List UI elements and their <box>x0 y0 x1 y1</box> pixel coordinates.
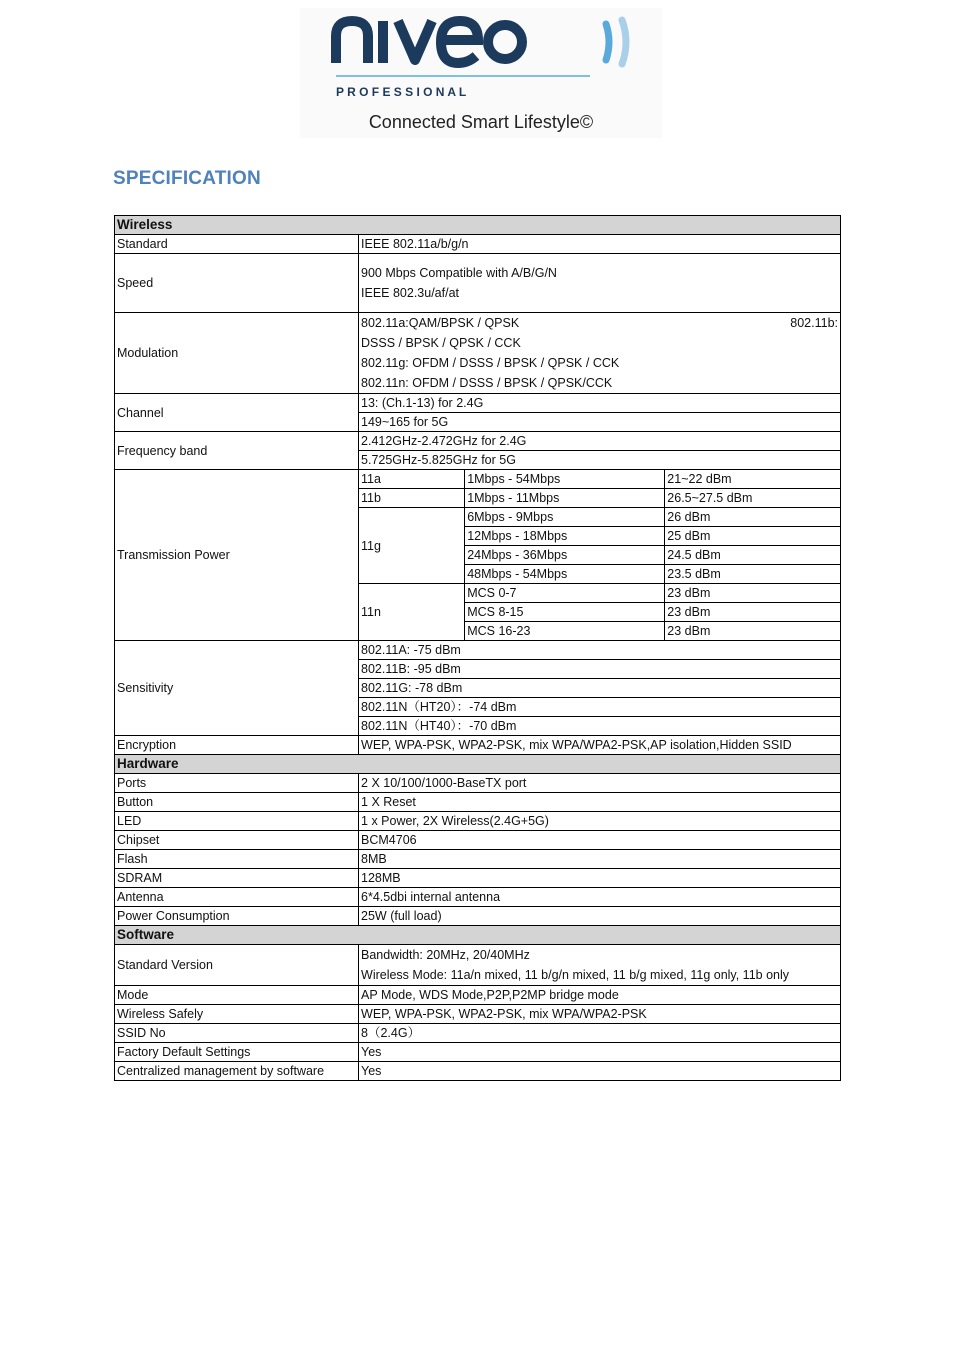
spec-label: Power Consumption <box>115 907 359 926</box>
spec-value: 13: (Ch.1-13) for 2.4G <box>359 394 841 413</box>
spec-value: 1 x Power, 2X Wireless(2.4G+5G) <box>359 812 841 831</box>
tx-power: 26 dBm <box>665 508 841 527</box>
speed-line: IEEE 802.3u/af/at <box>361 286 460 300</box>
spec-value: 128MB <box>359 869 841 888</box>
spec-value: 802.11B: -95 dBm <box>359 660 841 679</box>
section-header-hardware: Hardware <box>115 755 841 774</box>
spec-label: Ports <box>115 774 359 793</box>
logo-subbrand: P R O F E S S I O N A L <box>336 85 467 99</box>
tx-rate: 12Mbps - 18Mbps <box>465 527 665 546</box>
tagline: Connected Smart Lifestyle© <box>368 112 594 132</box>
table-row <box>115 869 841 888</box>
tx-rate: 24Mbps - 36Mbps <box>465 546 665 565</box>
table-row <box>115 1005 841 1024</box>
spec-value: 802.11A: -75 dBm <box>359 641 841 660</box>
table-row <box>115 641 841 660</box>
tx-rate: 6Mbps - 9Mbps <box>465 508 665 527</box>
spec-label: Standard <box>115 235 359 254</box>
table-row <box>115 850 841 869</box>
modulation-text: 802.11a:QAM/BPSK / QPSK <box>361 316 520 330</box>
spec-value <box>359 313 841 394</box>
table-row <box>115 888 841 907</box>
tx-power: 23 dBm <box>665 622 841 641</box>
tx-power: 23 dBm <box>665 603 841 622</box>
standard-version-line: Wireless Mode: 11a/n mixed, 11 b/g/n mixed, 11 b/g mixed, 11g only, 11b only <box>361 968 790 982</box>
spec-value: 149~165 for 5G <box>359 413 841 432</box>
spec-label: Channel <box>115 394 359 432</box>
spec-label: Speed <box>115 254 359 313</box>
tx-mode: 11g <box>359 508 465 584</box>
spec-value: 802.11N（HT40）：-70 dBm <box>359 717 841 736</box>
tx-rate: MCS 0-7 <box>465 584 665 603</box>
spec-value <box>359 254 841 313</box>
spec-label: Wireless Safely <box>115 1005 359 1024</box>
spec-value: 8（2.4G） <box>359 1024 841 1043</box>
table-row <box>115 774 841 793</box>
table-row <box>115 1062 841 1081</box>
spec-value: Yes <box>359 1062 841 1081</box>
table-row <box>115 254 841 313</box>
table-row <box>115 907 841 926</box>
spec-label: Modulation <box>115 313 359 394</box>
spec-label: LED <box>115 812 359 831</box>
spec-value: BCM4706 <box>359 831 841 850</box>
tx-rate: 1Mbps - 54Mbps <box>465 470 665 489</box>
spec-value: 6*4.5dbi internal antenna <box>359 888 841 907</box>
tx-power: 24.5 dBm <box>665 546 841 565</box>
tx-rate: MCS 8-15 <box>465 603 665 622</box>
table-row <box>115 986 841 1005</box>
spec-value: 1 X Reset <box>359 793 841 812</box>
modulation-line: 802.11g: OFDM / DSSS / BPSK / QPSK / CCK <box>361 356 620 370</box>
spec-value: Yes <box>359 1043 841 1062</box>
spec-label: Flash <box>115 850 359 869</box>
spec-value: 5.725GHz-5.825GHz for 5G <box>359 451 841 470</box>
spec-label: Antenna <box>115 888 359 907</box>
spec-value: 2 X 10/100/1000-BaseTX port <box>359 774 841 793</box>
section-row-software <box>115 926 841 945</box>
spec-label: Button <box>115 793 359 812</box>
spec-label: Chipset <box>115 831 359 850</box>
page-title: SPECIFICATION <box>113 168 261 189</box>
section-header-software: Software <box>115 926 841 945</box>
table-row <box>115 812 841 831</box>
table-row <box>115 1043 841 1062</box>
section-header-wireless: Wireless <box>115 216 841 235</box>
spec-label: Factory Default Settings <box>115 1043 359 1062</box>
table-row <box>115 1024 841 1043</box>
section-row-wireless <box>115 216 841 235</box>
spec-value: AP Mode, WDS Mode,P2P,P2MP bridge mode <box>359 986 841 1005</box>
table-row <box>115 945 841 986</box>
spec-value: 2.412GHz-2.472GHz for 2.4G <box>359 432 841 451</box>
brand-logo <box>300 8 662 138</box>
spec-value: 25W (full load) <box>359 907 841 926</box>
spec-label: Sensitivity <box>115 641 359 736</box>
modulation-line: DSSS / BPSK / QPSK / CCK <box>361 336 521 350</box>
table-row <box>115 736 841 755</box>
spec-value: 8MB <box>359 850 841 869</box>
spec-value: WEP, WPA-PSK, WPA2-PSK, mix WPA/WPA2-PSK <box>359 1005 841 1024</box>
speed-line: 900 Mbps Compatible with A/B/G/N <box>361 266 557 280</box>
tx-mode: 11n <box>359 584 465 641</box>
standard-version-line: Bandwidth: 20MHz, 20/40MHz <box>361 948 530 962</box>
spec-value: IEEE 802.11a/b/g/n <box>359 235 841 254</box>
spec-value: 802.11G: -78 dBm <box>359 679 841 698</box>
spec-value <box>359 945 841 986</box>
spec-label: Transmission Power <box>115 470 359 641</box>
section-row-hardware <box>115 755 841 774</box>
tx-power: 26.5~27.5 dBm <box>665 489 841 508</box>
niveo-logo-graphic <box>300 8 662 108</box>
tx-power: 23 dBm <box>665 584 841 603</box>
table-row <box>115 470 841 489</box>
spec-label: Mode <box>115 986 359 1005</box>
modulation-line <box>361 313 838 333</box>
spec-label: Centralized management by software <box>115 1062 359 1081</box>
modulation-line: 802.11n: OFDM / DSSS / BPSK / QPSK/CCK <box>361 376 613 390</box>
spec-table <box>114 215 841 1081</box>
table-row <box>115 831 841 850</box>
tx-power: 25 dBm <box>665 527 841 546</box>
tx-rate: MCS 16-23 <box>465 622 665 641</box>
table-row <box>115 793 841 812</box>
spec-label: Frequency band <box>115 432 359 470</box>
spec-label: SSID No <box>115 1024 359 1043</box>
spec-value: WEP, WPA-PSK, WPA2-PSK, mix WPA/WPA2-PSK,AP isolation,Hidden SSID <box>359 736 841 755</box>
spec-label: Standard Version <box>115 945 359 986</box>
table-row <box>115 432 841 451</box>
table-row <box>115 313 841 394</box>
tx-mode: 11b <box>359 489 465 508</box>
tx-power: 21~22 dBm <box>665 470 841 489</box>
table-row <box>115 394 841 413</box>
tx-rate: 1Mbps - 11Mbps <box>465 489 665 508</box>
table-row <box>115 235 841 254</box>
spec-value: 802.11N（HT20）：-74 dBm <box>359 698 841 717</box>
tx-rate: 48Mbps - 54Mbps <box>465 565 665 584</box>
spec-label: Encryption <box>115 736 359 755</box>
spec-label: SDRAM <box>115 869 359 888</box>
modulation-text: 802.11b: <box>790 316 838 330</box>
tx-mode: 11a <box>359 470 465 489</box>
tx-power: 23.5 dBm <box>665 565 841 584</box>
